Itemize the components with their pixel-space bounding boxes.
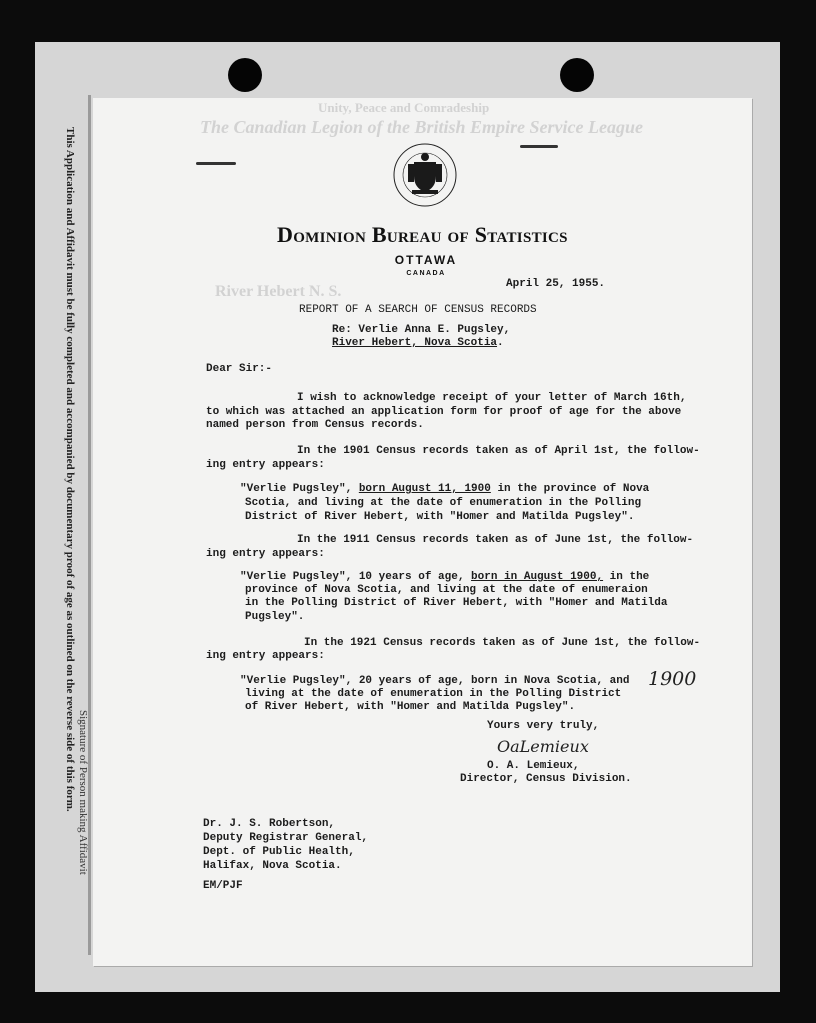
coat-of-arms-seal [392,142,458,208]
census-1911-entry [240,571,649,583]
quote-text: "Verlie Pugsley", 10 years of age, [240,571,472,583]
quote-text: in the province of Nova [490,483,650,495]
addressee-line: Dr. J. S. Robertson, [203,818,336,830]
handwritten-margin-note: 1900 [648,668,697,690]
typist-initials: EM/PJF [203,880,243,892]
side-instruction: This Application and Affidavit must be fully completed and accompanied by documentary proof of age as outlined on the reverse side of this form. [64,127,76,812]
para-line: ing entry appears: [206,459,325,471]
re-location-text: River Hebert, Nova Scotia [332,337,498,349]
para-line: ing entry appears: [206,548,325,560]
underlined-birthdate: born in August 1900, [471,571,604,583]
underlined-birthdate: born August 11, 1900 [358,483,491,495]
addressee-line: Dept. of Public Health, [203,846,355,858]
salutation: Dear Sir:- [206,363,273,375]
signature: OaLemieux [497,737,589,756]
quote-line: province of Nova Scotia, and living at the date of enumeraion [245,584,648,596]
report-title: REPORT OF A SEARCH OF CENSUS RECORDS [299,304,537,316]
punch-hole [228,58,262,92]
signer-name: O. A. Lemieux, [487,760,580,772]
para-line: named person from Census records. [206,419,424,431]
census-1901-entry [240,483,649,495]
signature-label: Signature of Person making Affidavit [77,710,89,875]
ghost-motto: Unity, Peace and Comradeship [318,100,490,115]
quote-text: "Verlie Pugsley", [240,483,359,495]
addressee-line: Halifax, Nova Scotia. [203,860,342,872]
quote-line: living at the date of enumeration in the Polling District [245,688,622,700]
quote-line: Scotia, and living at the date of enumeration in the Polling [245,497,642,509]
closing: Yours very truly, [487,720,600,732]
letterhead-title: Dominion Bureau of Statistics [277,222,568,247]
re-line: Re: Verlie Anna E. Pugsley, [332,324,511,336]
letterhead-city: OTTAWA [394,253,458,267]
ghost-banner: The Canadian Legion of the British Empire Service League [200,117,644,137]
para-line: In the 1911 Census records taken as of June 1st, the follow- [297,534,694,546]
quote-line: District of River Hebert, with "Homer and Matilda Pugsley". [245,511,635,523]
letterhead-country: CANADA [406,270,446,277]
letter-date: April 25, 1955. [506,278,606,290]
pin-mark [520,145,558,148]
re-location: River Hebert, Nova Scotia. [332,337,504,349]
para-line: In the 1901 Census records taken as of April 1st, the follow- [297,445,700,457]
quote-line: of River Hebert, with "Homer and Matilda Pugsley". [245,701,576,713]
quote-text: in the [603,571,650,583]
quote-line: Pugsley". [245,611,305,623]
quote-line: "Verlie Pugsley", 20 years of age, born in Nova Scotia, and [240,675,630,687]
para-line: I wish to acknowledge receipt of your letter of March 16th, [297,392,687,404]
ghost-branch: River Hebert N. S. [215,283,342,300]
punch-hole [560,58,594,92]
signer-title: Director, Census Division. [460,773,632,785]
para-line: ing entry appears: [206,650,325,662]
para-line: In the 1921 Census records taken as of June 1st, the follow- [304,637,701,649]
addressee-line: Deputy Registrar General, [203,832,369,844]
quote-line: in the Polling District of River Hebert, with "Homer and Matilda [245,597,668,609]
pin-mark [196,162,236,165]
para-line: to which was attached an application form for proof of age for the above [206,406,682,418]
